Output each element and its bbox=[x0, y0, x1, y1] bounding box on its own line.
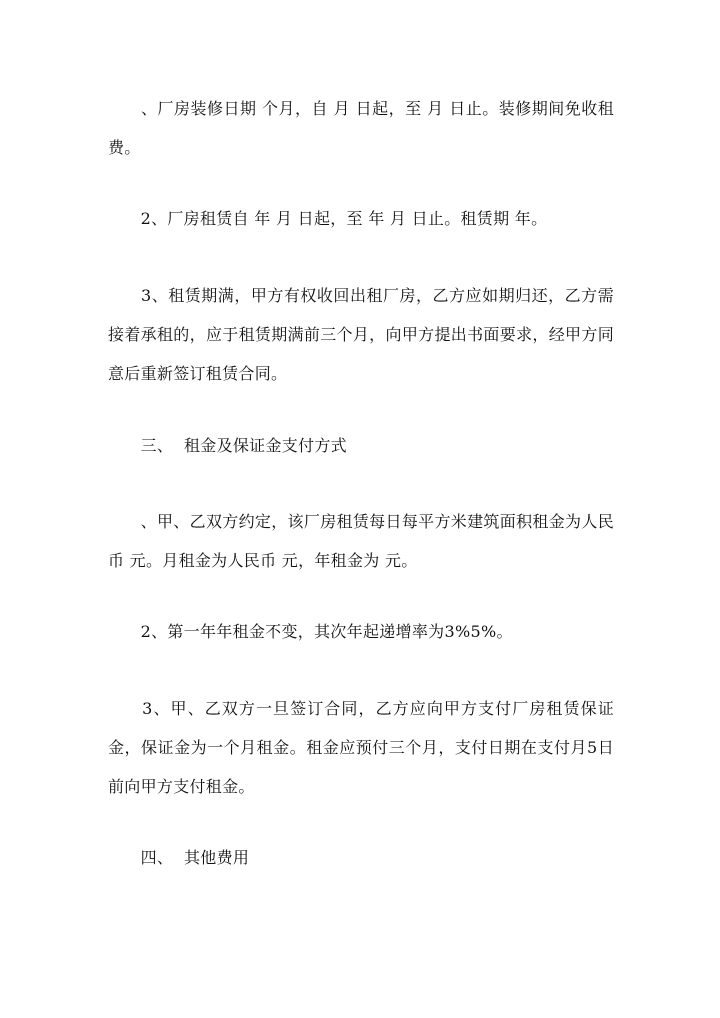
paragraph-lease-term: 2、厂房租赁自 年 月 日起，至 年 月 日止。租赁期 年。 bbox=[108, 209, 548, 228]
paragraph-rent-amount: 、甲、乙双方约定，该厂房租赁每日每平方米建筑面积租金为人民币 元。月租金为人民币 元，年租金为 元。 bbox=[108, 512, 614, 570]
section-heading-other-fees: 四、 其他费用 bbox=[108, 848, 250, 867]
section-heading-rent-deposit: 三、 租金及保证金支付方式 bbox=[108, 436, 347, 455]
paragraph-lease-expiry: 3、租赁期满，甲方有权收回出租厂房，乙方应如期归还，乙方需接着承租的，应于租赁期满前三个月，向甲方提出书面要求，经甲方同意后重新签订租赁合同。 bbox=[108, 286, 614, 383]
paragraph-rent-increase: 2、第一年年租金不变，其次年起递增率为3%5%。 bbox=[108, 622, 513, 641]
paragraph-deposit-payment: 3、甲、乙双方一旦签订合同，乙方应向甲方支付厂房租赁保证金，保证金为一个月租金。租金应预付三个月，支付日期在支付月5日前向甲方支付租金。 bbox=[108, 699, 614, 796]
paragraph-decoration-period: 、厂房装修日期 个月，自 月 日起，至 月 日止。装修期间免收租费。 bbox=[108, 99, 614, 157]
